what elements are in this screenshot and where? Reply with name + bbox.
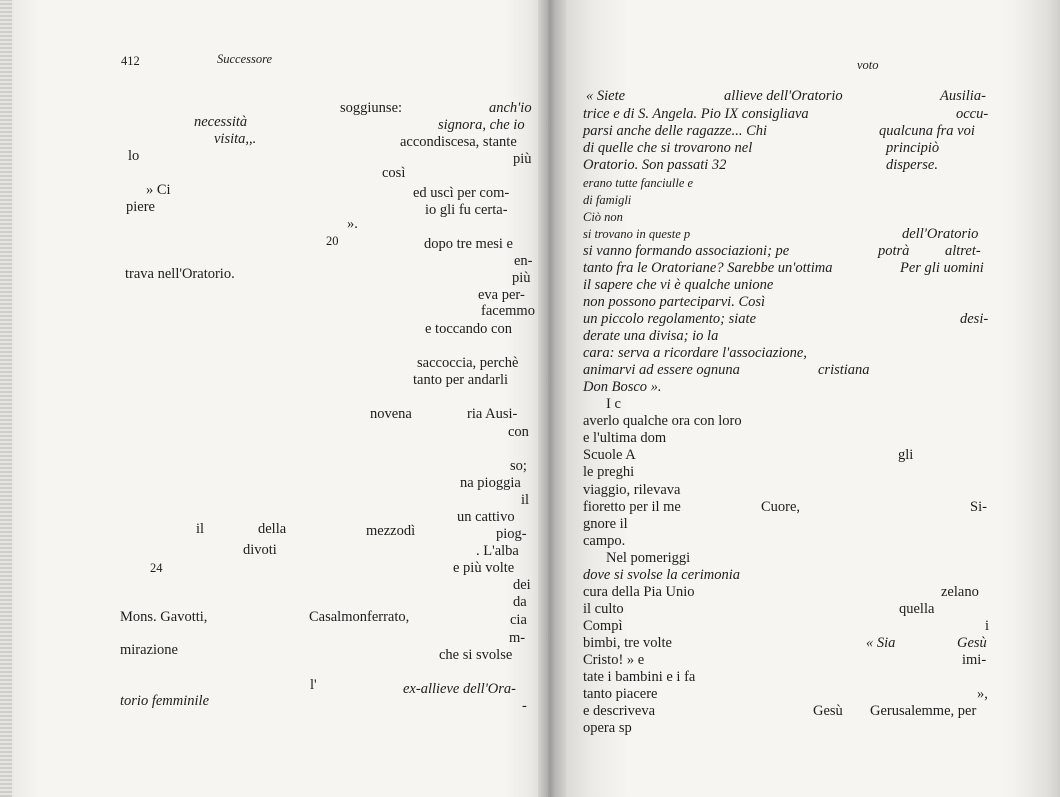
text-line: zelano — [941, 584, 979, 600]
text-line: gli — [898, 447, 914, 463]
text-line: I c — [606, 396, 621, 412]
text-line: Compì — [583, 618, 623, 634]
text-line: bimbi, tre volte — [583, 635, 672, 651]
text-line: mezzodì — [366, 523, 416, 539]
text-line: tanto per andarli — [413, 372, 509, 388]
text-line: ria Ausi- — [467, 406, 518, 422]
text-line: tate i bambini e i fa — [583, 669, 696, 685]
text-line: e toccando con — [425, 321, 512, 337]
text-line: » Ci — [146, 182, 171, 198]
text-line: più — [512, 270, 531, 286]
text-line: io gli fu certa- — [425, 202, 508, 218]
text-line: Don Bosco ». — [583, 379, 662, 395]
text-line: fioretto per il me — [583, 499, 681, 515]
text-line: cia — [510, 612, 527, 628]
text-line: accondiscesa, stante — [400, 134, 517, 150]
text-line: « Sia — [866, 635, 896, 651]
text-line: cristiana — [818, 362, 870, 378]
text-line: e più volte — [453, 560, 515, 576]
text-line: Cuore, — [761, 499, 801, 515]
text-line: tanto piacere — [583, 686, 658, 702]
text-line: saccoccia, perchè — [417, 355, 519, 371]
text-line: dopo tre mesi e — [424, 236, 513, 252]
text-line: di famigli — [583, 193, 632, 207]
text-line: anch'io — [489, 100, 532, 116]
right-page — [548, 0, 1060, 797]
text-line: eva per- — [478, 287, 525, 303]
text-line: », — [977, 686, 988, 702]
text-line: ex-allieve dell'Ora- — [403, 681, 517, 697]
text-line: di quelle che si trovarono nel — [583, 140, 753, 156]
text-line: averlo qualche ora con loro — [583, 413, 742, 429]
text-line: en- — [514, 253, 533, 269]
text-line: m- — [509, 630, 526, 646]
text-line: Per gli uomini — [900, 260, 984, 276]
text-line: torio femminile — [120, 693, 210, 709]
text-line: non possono parteciparvi. Così — [583, 294, 766, 310]
text-line: altret- — [945, 243, 981, 259]
running-head: voto — [857, 58, 879, 72]
text-line: 20 — [326, 234, 339, 248]
text-line: occu- — [956, 106, 989, 122]
text-line: Gerusalemme, per — [870, 703, 977, 719]
text-line: Si- — [970, 499, 987, 515]
text-line: della — [258, 521, 287, 537]
text-line: lo — [128, 148, 140, 164]
text-line: « Siete — [586, 88, 626, 104]
text-line: qualcuna fra voi — [879, 123, 975, 139]
running-head: Successore — [217, 52, 273, 66]
text-line: so; — [510, 458, 527, 474]
text-line: na pioggia — [460, 475, 521, 491]
text-line: soggiunse: — [340, 100, 403, 116]
text-line: divoti — [243, 542, 277, 558]
page-edge-left — [0, 0, 12, 797]
text-line: l' — [310, 677, 317, 693]
text-line: necessità — [194, 114, 248, 130]
text-line: Nel pomeriggi — [606, 550, 691, 566]
text-line: così — [382, 165, 406, 181]
text-line: facemmo — [481, 303, 535, 319]
text-line: visita,,. — [214, 131, 257, 147]
text-line: ed uscì per com- — [413, 185, 510, 201]
text-line: parsi anche delle ragazze... Chi — [583, 123, 768, 139]
text-line: piere — [126, 199, 155, 215]
text-line: viaggio, rilevava — [583, 482, 681, 498]
text-line: mirazione — [120, 642, 178, 658]
text-line: le preghi — [583, 464, 635, 480]
text-line: trice e di S. Angela. Pio IX consigliava — [583, 106, 809, 122]
text-line: cura della Pia Unio — [583, 584, 695, 600]
text-line: disperse. — [886, 157, 938, 173]
text-line: erano tutte fanciulle e — [583, 176, 694, 190]
text-line: il — [196, 521, 205, 537]
text-line: il culto — [583, 601, 624, 617]
text-line: si vanno formando associazioni; pe — [583, 243, 790, 259]
text-line: con — [508, 424, 529, 440]
text-line: Gesù — [813, 703, 843, 719]
text-line: Cristo! » e — [583, 652, 645, 668]
text-line: - — [522, 698, 527, 714]
text-line: dei — [513, 577, 531, 593]
text-line: si trovano in queste p — [583, 227, 691, 241]
text-line: tanto fra le Oratoriane? Sarebbe un'ottima — [583, 260, 833, 276]
text-line: il sapere che vi è qualche unione — [583, 277, 774, 293]
text-line: Gesù — [957, 635, 987, 651]
text-line: ». — [347, 216, 358, 232]
text-line: che si svolse — [439, 647, 513, 663]
text-line: cara: serva a ricordare l'associazione, — [583, 345, 807, 361]
text-line: i — [985, 618, 990, 634]
text-line: e l'ultima dom — [583, 430, 667, 446]
text-line: Oratorio. Son passati 32 — [583, 157, 727, 173]
text-line: gnore il — [583, 516, 628, 532]
text-line: più — [513, 151, 532, 167]
text-line: campo. — [583, 533, 626, 549]
text-line: piog- — [496, 526, 527, 542]
text-line: dell'Oratorio — [902, 226, 979, 242]
text-line: 24 — [150, 561, 163, 575]
text-line: trava nell'Oratorio. — [125, 266, 235, 282]
text-line: opera sp — [583, 720, 632, 736]
text-line: Casalmonferrato, — [309, 609, 410, 625]
text-line: quella — [899, 601, 935, 617]
text-line: signora, che io — [438, 117, 525, 133]
page-edge-right — [1000, 0, 1060, 797]
book-gutter — [538, 0, 566, 797]
text-line: desi- — [960, 311, 989, 327]
text-line: e descriveva — [583, 703, 656, 719]
text-line: potrà — [878, 243, 910, 259]
text-line: Scuole A — [583, 447, 636, 463]
text-line: derate una divisa; io la — [583, 328, 719, 344]
text-line: un cattivo — [457, 509, 515, 525]
text-line: il — [521, 492, 530, 508]
text-line: dove si svolse la cerimonia — [583, 567, 741, 583]
text-line: Ciò non — [583, 210, 623, 224]
page-number: 412 — [121, 54, 140, 68]
text-line: imi- — [962, 652, 987, 668]
text-line: Mons. Gavotti, — [120, 609, 208, 625]
text-line: un piccolo regolamento; siate — [583, 311, 757, 327]
text-line: da — [513, 594, 527, 610]
text-line: Ausilia- — [940, 88, 986, 104]
text-line: principiò — [886, 140, 940, 156]
text-line: . L'alba — [476, 543, 519, 559]
text-line: animarvi ad essere ognuna — [583, 362, 740, 378]
text-line: novena — [370, 406, 412, 422]
text-line: allieve dell'Oratorio — [724, 88, 843, 104]
